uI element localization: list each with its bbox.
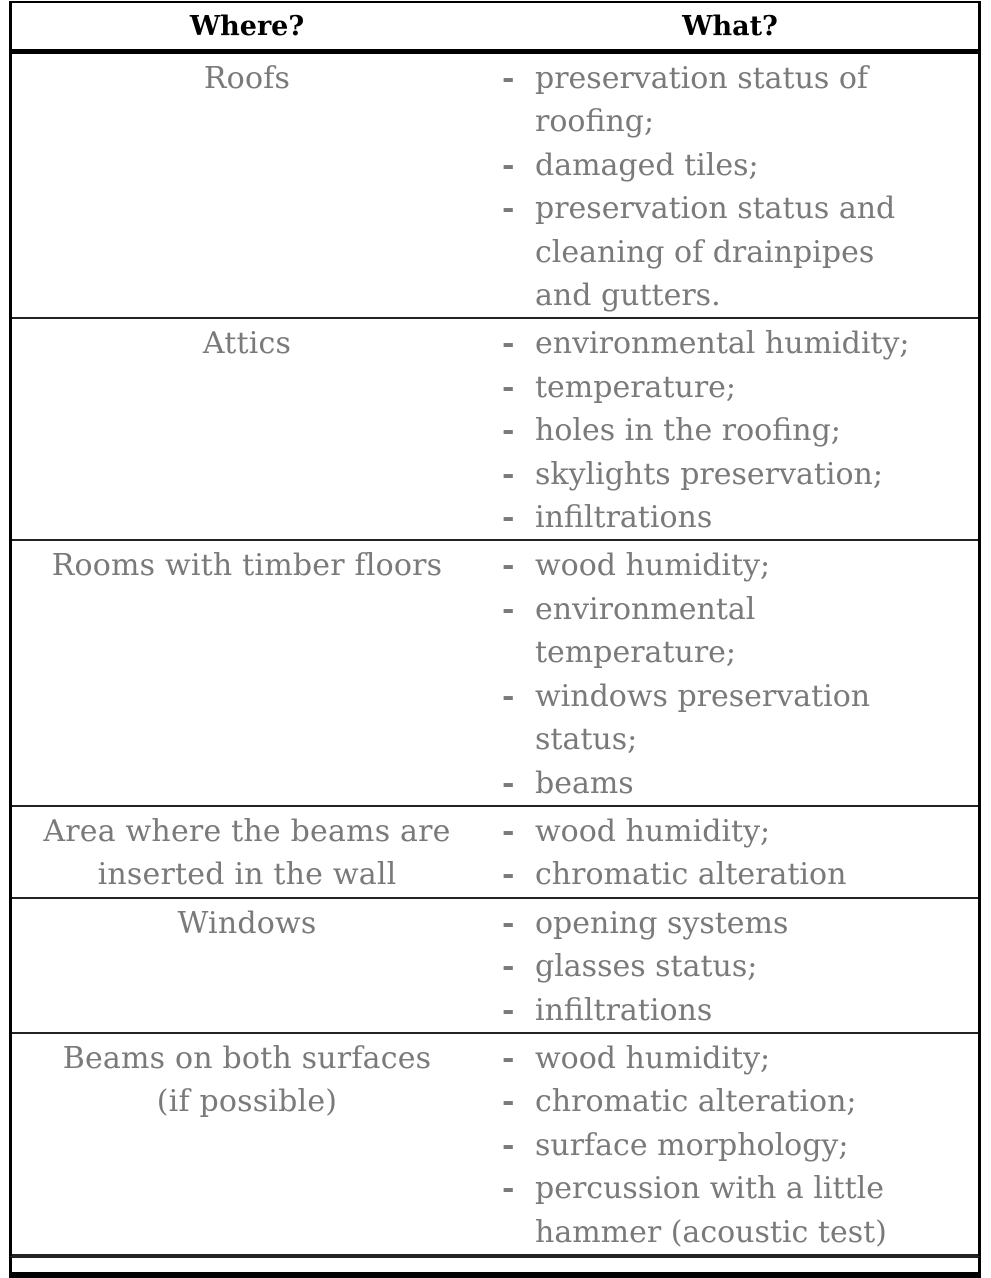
- list-item: [502, 945, 932, 988]
- location-label: Attics: [202, 326, 292, 362]
- list-item: [502, 989, 932, 1032]
- list-item-text: preservation status and cleaning of drainpipes and gutters.: [535, 191, 896, 314]
- cell-what: [482, 806, 980, 898]
- bullet-dash-icon: -: [502, 548, 515, 584]
- list-item: [502, 902, 932, 945]
- check-list: [482, 902, 932, 1032]
- bullet-dash-icon: -: [502, 1040, 515, 1076]
- bullet-dash-icon: -: [502, 413, 515, 449]
- cell-what: [482, 1033, 980, 1255]
- cell-where: [11, 318, 483, 540]
- header-row: [11, 2, 980, 52]
- bullet-dash-icon: -: [502, 857, 515, 893]
- cell-where: [11, 806, 483, 898]
- bullet-dash-icon: -: [502, 1084, 515, 1120]
- list-item-text: skylights preservation;: [535, 456, 883, 492]
- list-item: [502, 409, 932, 452]
- list-item-text: beams: [535, 765, 634, 801]
- list-item-text: wood humidity;: [535, 813, 771, 849]
- cell-what: [482, 52, 980, 319]
- header-what: What?: [482, 2, 980, 52]
- list-item-text: environmental temperature;: [535, 591, 756, 671]
- bullet-dash-icon: -: [502, 992, 515, 1028]
- list-item: [502, 1124, 932, 1167]
- list-item: [502, 187, 932, 317]
- location-label: Roofs: [203, 61, 291, 96]
- list-item-text: surface morphology;: [535, 1127, 849, 1163]
- list-item-text: chromatic alteration: [535, 857, 847, 893]
- location-label: Beams on both surfaces (if possible): [62, 1040, 432, 1120]
- list-item: [502, 810, 932, 853]
- bullet-dash-icon: -: [502, 191, 515, 227]
- bullet-dash-icon: -: [502, 61, 515, 96]
- bullet-dash-icon: -: [502, 1127, 515, 1163]
- check-list: [482, 810, 932, 897]
- list-item: [502, 366, 932, 409]
- cell-where: [11, 898, 483, 1033]
- list-item: [502, 588, 932, 675]
- list-item: [502, 1037, 932, 1080]
- list-item: [502, 675, 932, 762]
- table-body: [11, 52, 980, 1255]
- check-list: [482, 57, 932, 317]
- bullet-dash-icon: -: [502, 765, 515, 801]
- cell-what: [482, 898, 980, 1033]
- list-item-text: infiltrations: [535, 500, 713, 536]
- cell-what: [482, 540, 980, 805]
- table-row: [11, 806, 980, 898]
- check-list: [482, 544, 932, 804]
- list-item: [502, 1080, 932, 1123]
- table-row: [11, 52, 980, 319]
- cell-what: [482, 318, 980, 540]
- inspection-table-container: [9, 1, 981, 1278]
- list-item: [502, 453, 932, 496]
- list-item-text: preservation status of roofing;: [535, 61, 869, 140]
- location-label: Windows: [177, 905, 317, 941]
- list-item: [502, 57, 932, 144]
- list-item-text: percussion with a little hammer (acoustic test): [535, 1171, 887, 1250]
- list-item-text: damaged tiles;: [535, 147, 759, 183]
- list-item-text: temperature;: [535, 369, 737, 405]
- bullet-dash-icon: -: [502, 905, 515, 941]
- bullet-dash-icon: -: [502, 369, 515, 405]
- bullet-dash-icon: -: [502, 591, 515, 627]
- list-item-text: environmental humidity;: [535, 326, 910, 362]
- bullet-dash-icon: -: [502, 147, 515, 183]
- list-item-text: opening systems: [535, 905, 789, 941]
- list-item-text: holes in the roofing;: [535, 413, 841, 449]
- bullet-dash-icon: -: [502, 1171, 515, 1207]
- location-label: Rooms with timber floors: [51, 548, 443, 584]
- list-item: [502, 762, 932, 805]
- list-item: [502, 496, 932, 539]
- list-item-text: chromatic alteration;: [535, 1084, 857, 1120]
- cell-where: [11, 1033, 483, 1255]
- list-item-text: infiltrations: [535, 992, 713, 1028]
- bullet-dash-icon: -: [502, 500, 515, 536]
- check-list: [482, 1037, 932, 1254]
- table-row: [11, 318, 980, 540]
- bullet-dash-icon: -: [502, 813, 515, 849]
- table-bottom-border: [9, 1256, 981, 1278]
- list-item: [502, 1167, 932, 1254]
- list-item-text: glasses status;: [535, 949, 758, 985]
- table-row: [11, 898, 980, 1033]
- list-item-text: wood humidity;: [535, 548, 771, 584]
- list-item: [502, 322, 932, 365]
- table-row: [11, 1033, 980, 1255]
- inspection-table: [9, 1, 981, 1256]
- bullet-dash-icon: -: [502, 678, 515, 714]
- table-row: [11, 540, 980, 805]
- bullet-dash-icon: -: [502, 949, 515, 985]
- check-list: [482, 322, 932, 539]
- list-item: [502, 853, 932, 896]
- cell-where: [11, 540, 483, 805]
- location-label: Area where the beams are inserted in the wall: [43, 813, 451, 893]
- header-where: Where?: [11, 2, 483, 52]
- list-item: [502, 544, 932, 587]
- bullet-dash-icon: -: [502, 456, 515, 492]
- list-item-text: wood humidity;: [535, 1040, 771, 1076]
- list-item-text: windows preservation status;: [535, 678, 871, 758]
- list-item: [502, 144, 932, 187]
- bullet-dash-icon: -: [502, 326, 515, 362]
- cell-where: [11, 52, 483, 319]
